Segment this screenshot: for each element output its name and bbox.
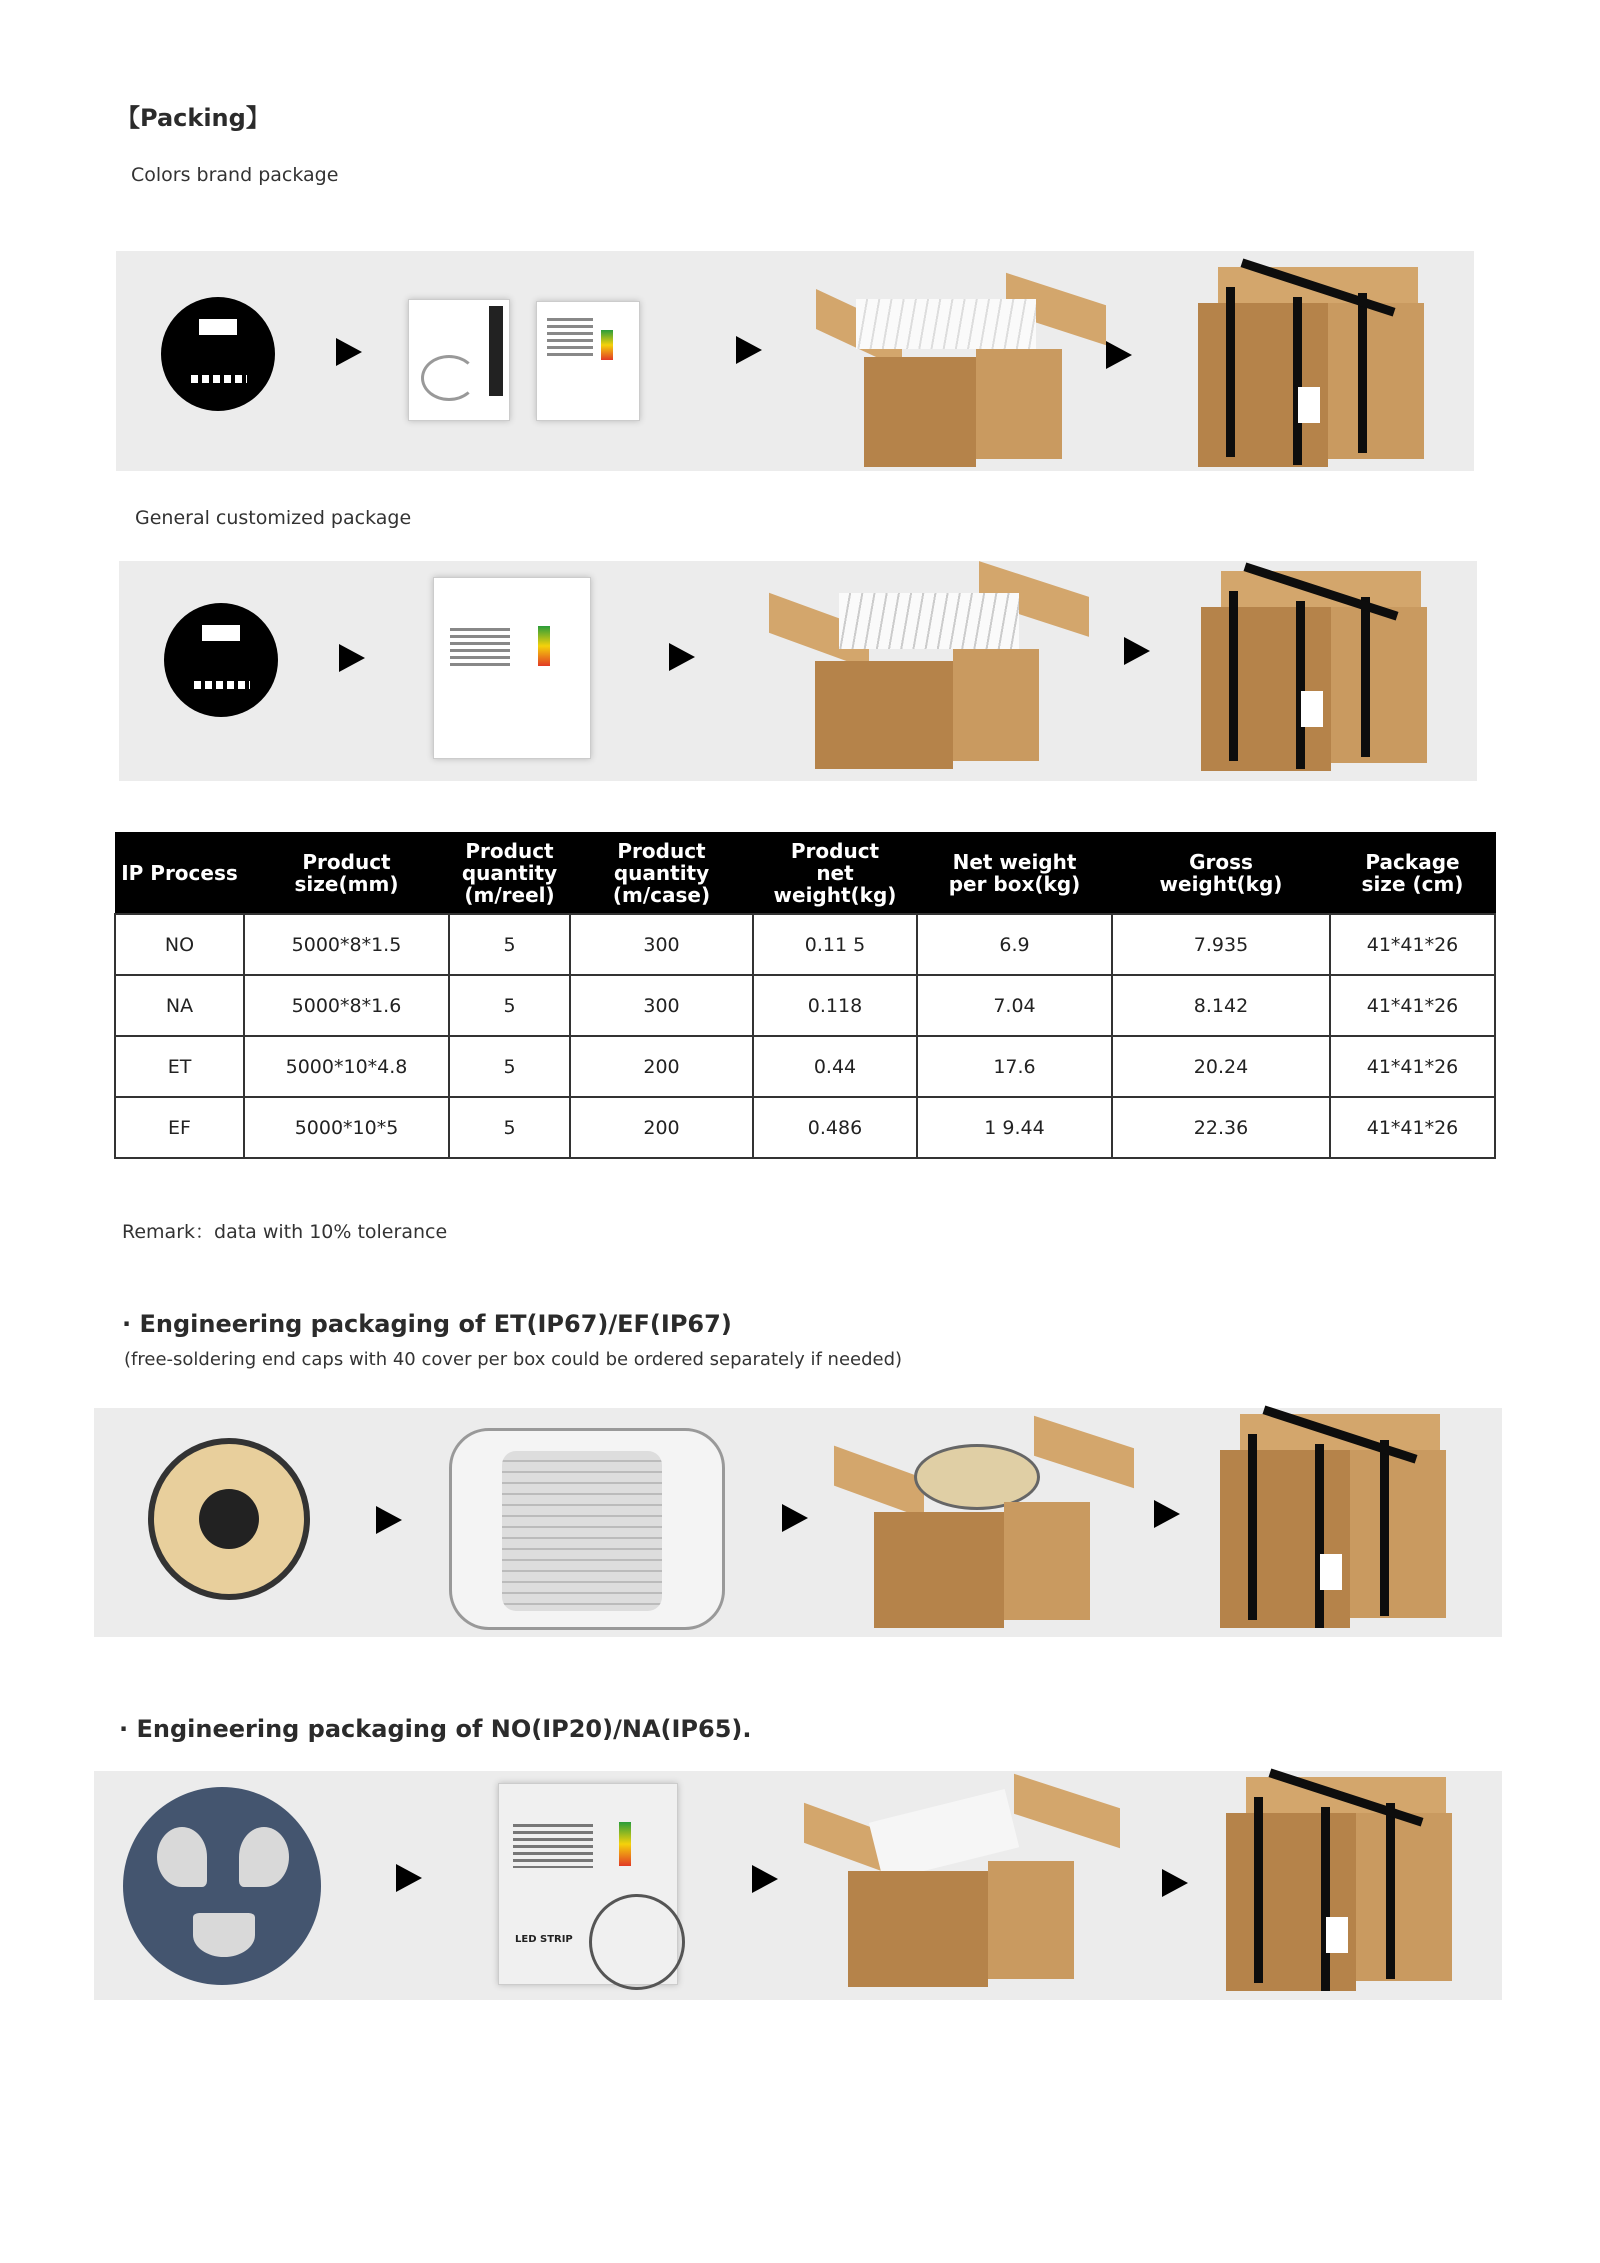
arrow-icon — [336, 338, 362, 366]
cell: 5 — [449, 1097, 570, 1158]
general-package-panel — [119, 561, 1477, 781]
bag-back — [536, 301, 640, 421]
carton-flap — [834, 1446, 924, 1519]
strap — [1386, 1803, 1395, 1979]
arrow-icon — [396, 1864, 422, 1892]
energy-label-icon — [619, 1822, 631, 1866]
reel-icon — [164, 603, 278, 717]
engineering-et-panel — [94, 1408, 1502, 1637]
carton-label — [1326, 1917, 1348, 1953]
arrow-icon — [376, 1506, 402, 1534]
cell: 5000*8*1.5 — [244, 914, 449, 975]
strap — [1229, 591, 1238, 761]
cell: 41*41*26 — [1330, 914, 1495, 975]
wrapped-spool-icon — [449, 1428, 725, 1630]
col-header: IP Process — [115, 833, 244, 915]
energy-label-icon — [601, 330, 613, 360]
strap — [1248, 1434, 1257, 1620]
carton-front — [848, 1871, 988, 1987]
spool-hub — [199, 1489, 259, 1549]
reel-icon — [161, 297, 275, 411]
table-row — [115, 914, 1495, 975]
spool-top-icon — [914, 1444, 1040, 1510]
cell: 0.486 — [753, 1097, 917, 1158]
cert-marks — [191, 375, 247, 383]
carton-side — [976, 349, 1062, 459]
cell: 0.11 5 — [753, 914, 917, 975]
packed-strips — [839, 593, 1019, 649]
table-row — [115, 1097, 1495, 1158]
energy-label-icon — [538, 626, 550, 666]
cell: 22.36 — [1112, 1097, 1330, 1158]
bag-text-lines — [547, 318, 593, 358]
strip-coil-icon — [421, 355, 477, 401]
strap — [1293, 297, 1302, 465]
arrow-icon — [669, 643, 695, 671]
carton-front — [1198, 303, 1328, 467]
packed-strips — [856, 299, 1036, 349]
arrow-icon — [752, 1865, 778, 1893]
bag-icon — [433, 577, 591, 759]
col-header: Gross weight(kg) — [1112, 833, 1330, 915]
packing-heading: 【Packing】 — [116, 104, 270, 132]
carton-front — [815, 661, 953, 769]
col-header: Product net weight(kg) — [753, 833, 917, 915]
cell: 1 9.44 — [917, 1097, 1112, 1158]
spool-coils — [502, 1451, 662, 1611]
cell: NO — [115, 914, 244, 975]
strap — [1358, 293, 1367, 453]
carton-label — [1301, 691, 1323, 727]
carton-side — [1356, 1813, 1452, 1981]
col-header: Product size(mm) — [244, 833, 449, 915]
carton-label — [1298, 387, 1320, 423]
arrow-icon — [1124, 637, 1150, 665]
carton-label — [1320, 1554, 1342, 1590]
table-row — [115, 975, 1495, 1036]
table-header-row — [115, 833, 1495, 915]
col-header: Product quantity (m/reel) — [449, 833, 570, 915]
cell: 200 — [570, 1097, 753, 1158]
cell: 300 — [570, 975, 753, 1036]
strapped-carton-icon — [1198, 267, 1438, 467]
cell: ET — [115, 1036, 244, 1097]
reel-label — [202, 625, 240, 641]
cell: 7.935 — [1112, 914, 1330, 975]
spool-icon — [148, 1438, 310, 1600]
cell: 5 — [449, 975, 570, 1036]
carton-side — [1350, 1450, 1446, 1618]
cell: 41*41*26 — [1330, 1036, 1495, 1097]
cell: 5000*10*4.8 — [244, 1036, 449, 1097]
engineering-no-panel — [94, 1771, 1502, 2000]
strap — [1296, 601, 1305, 769]
table-row — [115, 1036, 1495, 1097]
bag-front — [408, 299, 510, 421]
carton-front — [1226, 1813, 1356, 1991]
bag-led-strip-text: LED STRIP — [515, 1934, 573, 1945]
bag-text-lines — [513, 1824, 593, 1868]
open-carton-icon — [804, 1781, 1124, 1991]
colors-brand-panel — [116, 251, 1474, 471]
colors-brand-label: Colors brand package — [131, 164, 339, 186]
arrow-icon — [782, 1504, 808, 1532]
coil-segment — [239, 1827, 289, 1887]
cell: NA — [115, 975, 244, 1036]
cell: 8.142 — [1112, 975, 1330, 1036]
coil-reel-icon — [123, 1787, 321, 1985]
col-header: Product quantity (m/case) — [570, 833, 753, 915]
cell: 5 — [449, 914, 570, 975]
carton-front — [874, 1512, 1004, 1628]
strap — [1315, 1444, 1324, 1628]
carton-front — [1201, 607, 1331, 771]
cell: 5 — [449, 1036, 570, 1097]
reel-label — [199, 319, 237, 335]
carton-side — [988, 1861, 1074, 1979]
packing-spec-table — [114, 832, 1496, 1159]
strapped-carton-icon — [1201, 571, 1441, 771]
cell: 6.9 — [917, 914, 1112, 975]
cell: 20.24 — [1112, 1036, 1330, 1097]
arrow-icon — [1162, 1869, 1188, 1897]
cell: 41*41*26 — [1330, 1097, 1495, 1158]
strapped-carton-icon — [1220, 1414, 1460, 1628]
open-carton-icon — [834, 1422, 1134, 1632]
cell: EF — [115, 1097, 244, 1158]
col-header: Package size (cm) — [1330, 833, 1495, 915]
engineering-no-title: · Engineering packaging of NO(IP20)/NA(IP65). — [119, 1715, 752, 1743]
carton-front — [1220, 1450, 1350, 1628]
cell: 200 — [570, 1036, 753, 1097]
strap — [1226, 287, 1235, 457]
remark-text: Remark：data with 10% tolerance — [122, 1221, 448, 1243]
cell: 300 — [570, 914, 753, 975]
arrow-icon — [339, 644, 365, 672]
cell: 0.118 — [753, 975, 917, 1036]
open-carton-icon — [769, 571, 1099, 771]
reel-outline-icon — [589, 1894, 685, 1990]
coil-segment — [157, 1827, 207, 1887]
bag-text-lines — [450, 628, 510, 668]
strapped-carton-icon — [1226, 1777, 1466, 1991]
cell: 7.04 — [917, 975, 1112, 1036]
cert-marks — [194, 681, 250, 689]
cell: 17.6 — [917, 1036, 1112, 1097]
bag-stripe — [489, 306, 503, 396]
strap — [1361, 597, 1370, 757]
carton-front — [864, 357, 976, 467]
open-carton-icon — [816, 279, 1116, 469]
carton-side — [1004, 1502, 1090, 1620]
coil-segment — [193, 1913, 255, 1957]
strap — [1380, 1440, 1389, 1616]
engineering-et-title: · Engineering packaging of ET(IP67)/EF(IP67) — [122, 1310, 732, 1338]
arrow-icon — [736, 336, 762, 364]
carton-side — [953, 649, 1039, 761]
cell: 5000*10*5 — [244, 1097, 449, 1158]
led-strip-bag-icon — [498, 1783, 678, 1985]
carton-side — [1328, 303, 1424, 459]
arrow-icon — [1154, 1500, 1180, 1528]
col-header: Net weight per box(kg) — [917, 833, 1112, 915]
carton-flap — [1034, 1416, 1134, 1488]
strap — [1321, 1807, 1330, 1991]
cell: 0.44 — [753, 1036, 917, 1097]
carton-flap — [1014, 1774, 1120, 1848]
cell: 41*41*26 — [1330, 975, 1495, 1036]
general-package-label: General customized package — [135, 507, 412, 529]
cell: 5000*8*1.6 — [244, 975, 449, 1036]
strap — [1254, 1797, 1263, 1983]
engineering-et-note: (free-soldering end caps with 40 cover per box could be ordered separately if needed) — [124, 1349, 903, 1370]
arrow-icon — [1106, 341, 1132, 369]
carton-side — [1331, 607, 1427, 763]
